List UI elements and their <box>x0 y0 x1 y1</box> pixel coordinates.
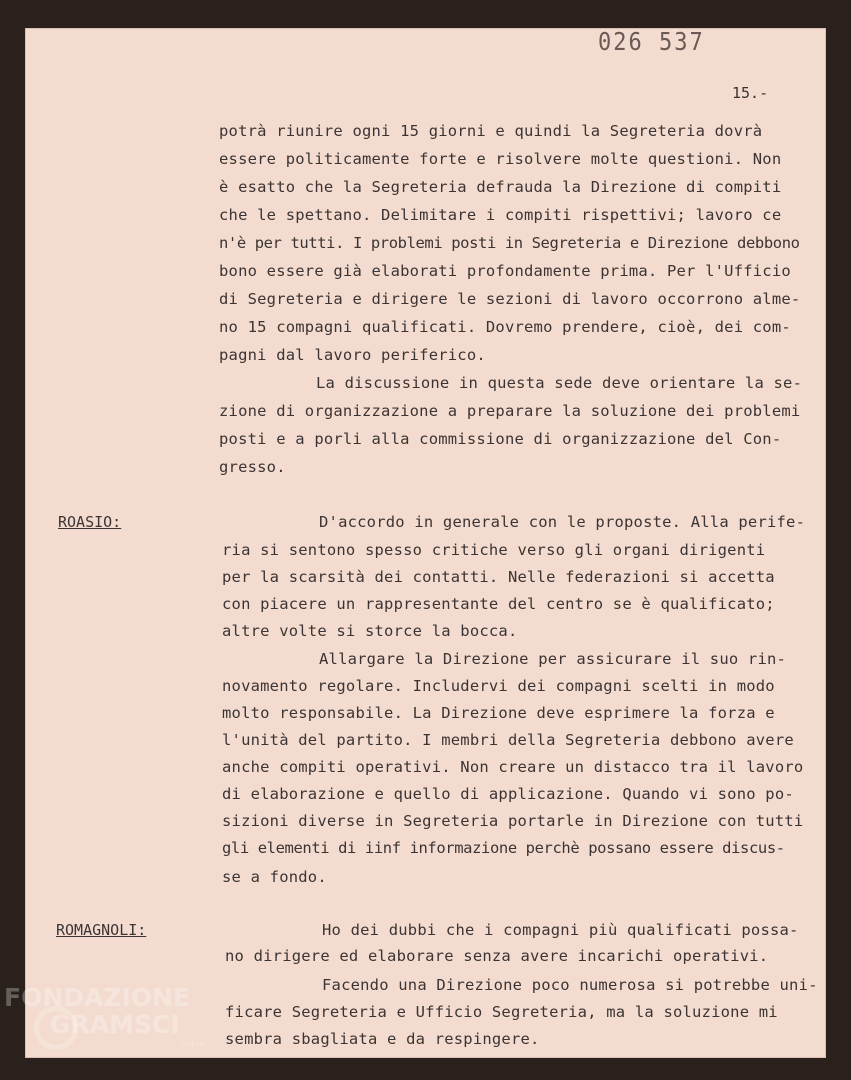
speaker-roasio: ROASIO: <box>58 513 122 531</box>
fondazione-gramsci-watermark <box>4 983 205 1050</box>
text-line: altre volte si storce la bocca. <box>222 622 518 640</box>
text-line: che le spettano. Delimitare i compiti rispettivi; lavoro ce <box>219 206 782 224</box>
watermark-line-2: GRAMSCI <box>50 1010 180 1039</box>
speaker-romagnoli: ROMAGNOLI: <box>56 921 147 939</box>
text-line: bono essere già elaborati profondamente prima. Per l'Ufficio <box>219 262 791 280</box>
text-line: zione di organizzazione a preparare la soluzione dei problemi <box>219 402 801 420</box>
text-line: n'è per tutti. I problemi posti in Segreteria e Direzione debbono <box>219 234 800 252</box>
text-line: pagni dal lavoro periferico. <box>219 346 486 364</box>
text-line: con piacere un rappresentante del centro se è qualificato; <box>222 595 775 613</box>
text-line: anche compiti operativi. Non creare un distacco tra il lavoro <box>222 758 804 776</box>
text-line: ficare Segreteria e Ufficio Segreteria, ma la soluzione mi <box>225 1003 778 1021</box>
text-line: Ho dei dubbi che i compagni più qualificati possa- <box>322 921 799 939</box>
text-line: gli elementi di iinf informazione perchè possano essere discus- <box>222 839 785 857</box>
text-line: molto responsabile. La Direzione deve esprimere la forza e <box>222 704 775 722</box>
text-line: è esatto che la Segreteria defrauda la Direzione di compiti <box>219 178 782 196</box>
text-line: di elaborazione e quello di applicazione. Quando vi sono po- <box>222 785 794 803</box>
text-line: Facendo una Direzione poco numerosa si potrebbe uni- <box>322 976 818 994</box>
text-line: D'accordo in generale con le proposte. Alla perife- <box>319 513 806 531</box>
gramsci-logo-icon <box>34 1006 78 1050</box>
text-line: se a fondo. <box>222 868 327 886</box>
page-number: 15.- <box>732 84 769 102</box>
text-line: l'unità del partito. I membri della Segreteria debbono avere <box>222 731 794 749</box>
text-line: di Segreteria e dirigere le sezioni di lavoro occorrono alme- <box>219 290 801 308</box>
text-line: Allargare la Direzione per assicurare il suo rin- <box>319 650 787 668</box>
text-line: per la scarsità dei contatti. Nelle federazioni si accetta <box>222 568 775 586</box>
watermark-line-1: FONDAZIONE <box>4 983 191 1012</box>
text-line: posti e a porli alla commissione di organizzazione del Con- <box>219 430 782 448</box>
text-line: ria si sentono spesso critiche verso gli organi dirigenti <box>222 541 766 559</box>
text-line: novamento regolare. Includervi dei compagni scelti in modo <box>222 677 775 695</box>
text-line: gresso. <box>219 458 286 476</box>
text-line: La discussione in questa sede deve orientare la se- <box>316 374 803 392</box>
text-line: no 15 compagni qualificati. Dovremo prendere, cioè, dei com- <box>219 318 791 336</box>
text-line: potrà riunire ogni 15 giorni e quindi la Segreteria dovrà <box>219 122 763 140</box>
archive-number: 026 537 <box>598 28 705 57</box>
watermark-line-3: onlus <box>180 1040 205 1050</box>
text-line: sizioni diverse in Segreteria portarle in Direzione con tutti <box>222 812 804 830</box>
text-line: no dirigere ed elaborare senza avere incarichi operativi. <box>225 947 769 965</box>
text-line: essere politicamente forte e risolvere molte questioni. Non <box>219 150 782 168</box>
text-line: sembra sbagliata e da respingere. <box>225 1030 540 1048</box>
